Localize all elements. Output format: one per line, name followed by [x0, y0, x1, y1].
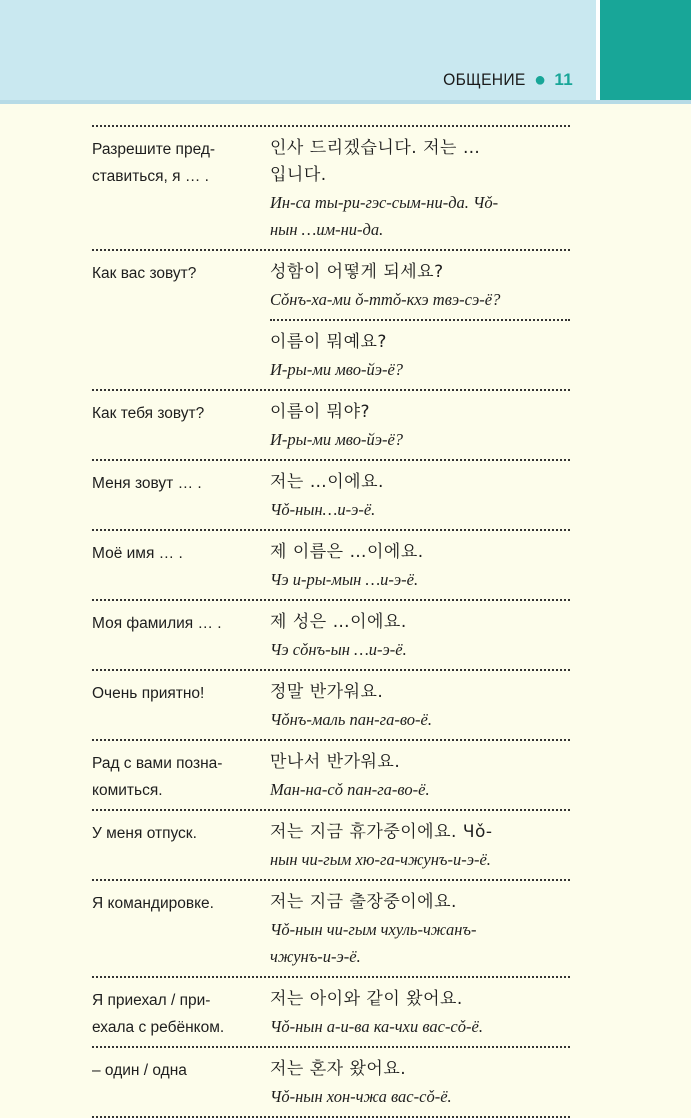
- korean-column: [270, 251, 570, 389]
- transliteration: Чǒ-нын а-и-ва ка-чхи вас-сǒ-ё.: [270, 1017, 483, 1036]
- phrase-row: [92, 251, 570, 391]
- korean-entry: [270, 531, 570, 599]
- transliteration: Сǒнъ-ха-ми ǒ-ттǒ-кхэ твэ-сэ-ё?: [270, 290, 501, 309]
- phrase-row: [92, 811, 570, 881]
- korean-column: [270, 741, 570, 809]
- korean-column: [270, 127, 570, 249]
- phrase-row: [92, 461, 570, 531]
- phrase-row: [92, 531, 570, 601]
- running-header: [436, 70, 573, 90]
- korean-entry: [270, 811, 570, 879]
- transliteration: Чǒ-нын хон-чжа вас-сǒ-ё.: [270, 1087, 452, 1106]
- korean-entry: [270, 127, 570, 249]
- korean-text: 제 이름은 …이에요.: [270, 542, 424, 562]
- korean-text: 저는 …이에요.: [270, 472, 384, 492]
- korean-text: 이름이 뭐예요?: [270, 332, 387, 352]
- korean-text: 만나서 반가워요.: [270, 752, 401, 772]
- korean-text: 제 성은 …이에요.: [270, 612, 407, 632]
- phrase-table: [92, 125, 570, 1118]
- transliteration: нын чи-гым хю-га-чжунъ-и-э-ё.: [270, 850, 491, 869]
- korean-text: 정말 반가워요.: [270, 682, 384, 702]
- korean-column: [270, 978, 570, 1046]
- transliteration: Чэ сǒнъ-ын …и-э-ё.: [270, 640, 407, 659]
- korean-column: [270, 811, 570, 879]
- russian-phrase: Меня зовут … .: [92, 475, 202, 492]
- korean-entry: [270, 461, 570, 529]
- korean-text: 인사 드리겠습니다. 저는 … 입니다.: [270, 138, 481, 185]
- transliteration: Чэ и-ры-мын …и-э-ё.: [270, 570, 419, 589]
- teal-corner-block: [596, 0, 691, 100]
- korean-entry: [270, 251, 570, 319]
- section-title: ОБЩЕНИЕ: [443, 70, 527, 89]
- transliteration: Ман-на-сǒ пан-га-во-ё.: [270, 780, 430, 799]
- korean-text: 저는 아이와 같이 왔어요.: [270, 989, 463, 1009]
- korean-text: 이름이 뭐야?: [270, 402, 371, 422]
- transliteration: Чǒ-нын чи-гым чхуль-чжанъ- чжунъ-и-э-ё.: [270, 920, 477, 966]
- phrase-row: [92, 601, 570, 671]
- phrase-row: [92, 671, 570, 741]
- transliteration: И-ры-ми мво-йэ-ё?: [270, 360, 404, 379]
- russian-phrase: У меня отпуск.: [92, 825, 197, 842]
- korean-column: [270, 671, 570, 739]
- phrase-row: [92, 391, 570, 461]
- korean-text: 저는 혼자 왔어요.: [270, 1059, 407, 1079]
- korean-column: [270, 881, 570, 976]
- russian-phrase: Я командировке.: [92, 895, 214, 912]
- russian-phrase: Разрешите пред- ставиться, я … .: [92, 141, 216, 185]
- korean-column: [270, 531, 570, 599]
- header-band: [0, 0, 691, 100]
- korean-column: [270, 461, 570, 529]
- korean-entry: [270, 391, 570, 459]
- bullet-icon: ●: [534, 69, 547, 91]
- korean-entry: [270, 601, 570, 669]
- korean-column: [270, 391, 570, 459]
- russian-phrase: Очень приятно!: [92, 685, 205, 702]
- russian-phrase: Моё имя … .: [92, 545, 183, 562]
- phrase-row: [92, 978, 570, 1048]
- korean-column: [270, 1048, 570, 1116]
- korean-entry: [270, 319, 570, 389]
- russian-phrase: – один / одна: [92, 1062, 187, 1079]
- transliteration: Ин-са ты-ри-гэс-сым-ни-да. Чǒ- нын …им-ни-да.: [270, 193, 499, 239]
- korean-text: 저는 지금 휴가중이에요. Чǒ-: [270, 822, 493, 842]
- russian-phrase: Я приехал / при- ехала с ребёнком.: [92, 992, 225, 1036]
- phrase-row: [92, 127, 570, 251]
- transliteration: Чǒнъ-маль пан-га-во-ё.: [270, 710, 432, 729]
- phrase-row: [92, 881, 570, 978]
- korean-entry: [270, 671, 570, 739]
- russian-phrase: Моя фамилия … .: [92, 615, 222, 632]
- korean-entry: [270, 1048, 570, 1116]
- korean-entry: [270, 978, 570, 1046]
- transliteration: И-ры-ми мво-йэ-ё?: [270, 430, 404, 449]
- transliteration: Чǒ-нын…и-э-ё.: [270, 500, 376, 519]
- korean-entry: [270, 881, 570, 976]
- russian-phrase: Рад с вами позна- комиться.: [92, 755, 223, 799]
- header-rule: [0, 100, 691, 104]
- korean-text: 성함이 어떻게 되세요?: [270, 262, 444, 282]
- phrase-row: [92, 1048, 570, 1118]
- russian-phrase: Как тебя зовут?: [92, 405, 205, 422]
- russian-phrase: Как вас зовут?: [92, 265, 197, 282]
- page-number: 11: [554, 70, 573, 89]
- phrase-row: [92, 741, 570, 811]
- korean-entry: [270, 741, 570, 809]
- korean-column: [270, 601, 570, 669]
- korean-text: 저는 지금 출장중이에요.: [270, 892, 457, 912]
